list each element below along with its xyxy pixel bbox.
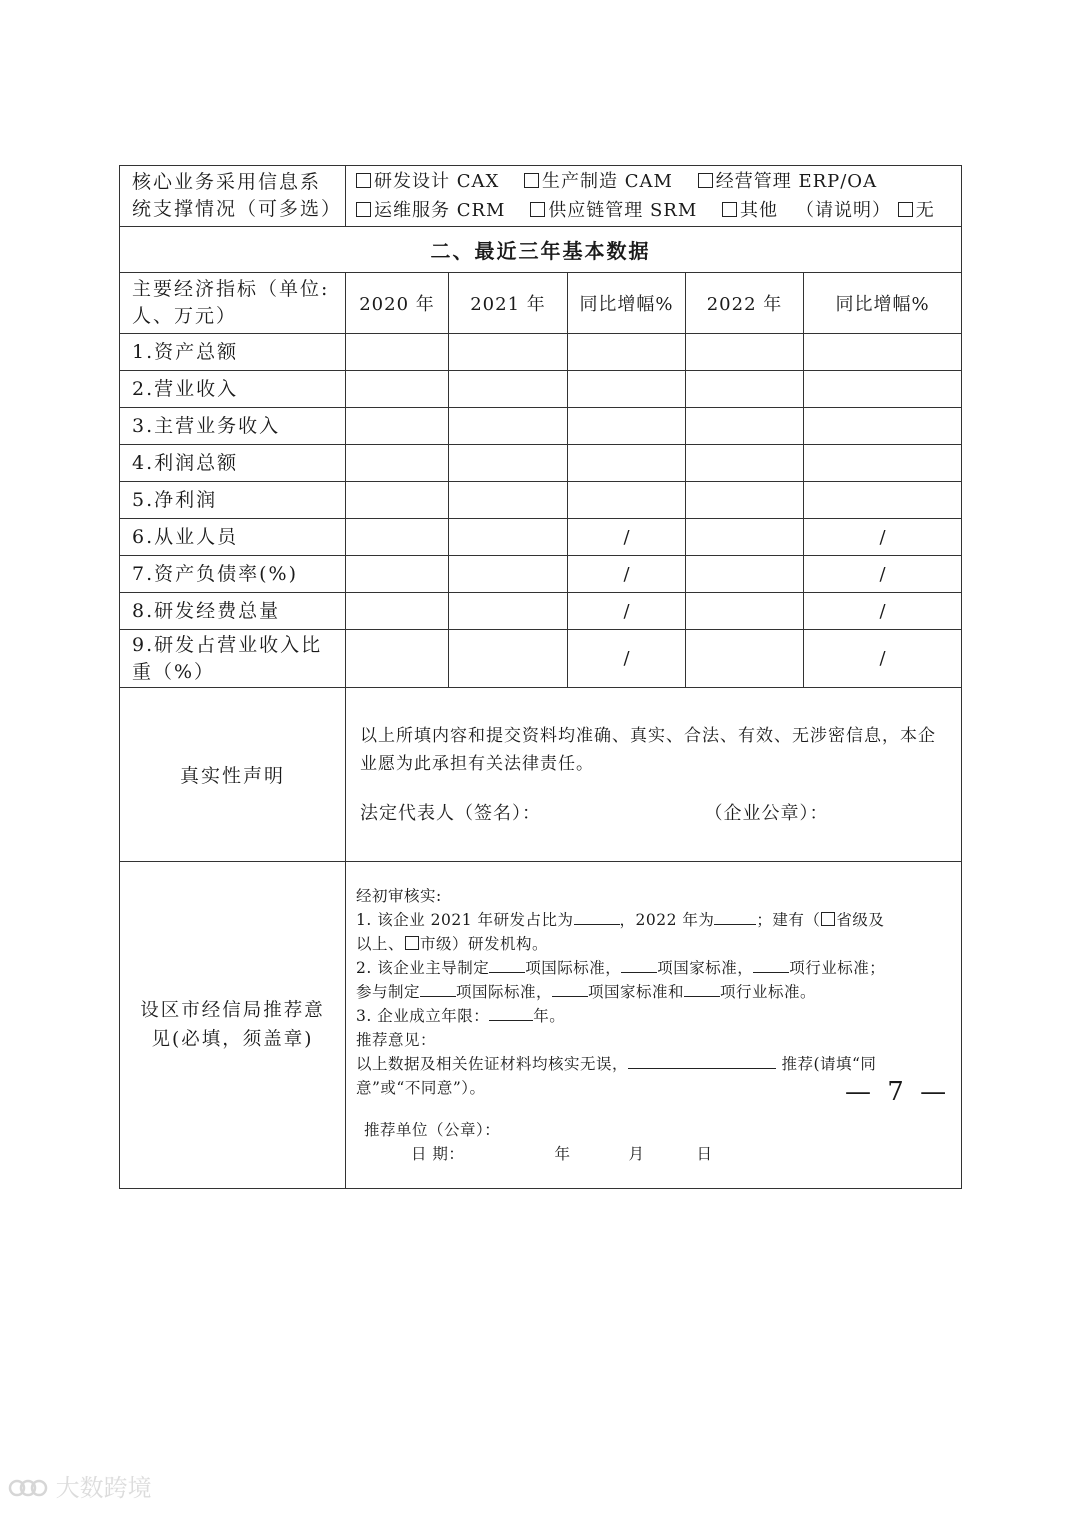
data-cell[interactable]: [346, 556, 449, 593]
data-cell: /: [568, 556, 686, 593]
declaration-label: 真实性声明: [120, 688, 346, 862]
data-cell[interactable]: [686, 519, 804, 556]
data-cell[interactable]: [686, 334, 804, 371]
intl-standard-lead-blank[interactable]: [489, 956, 525, 973]
page-number: — 7 —: [845, 1077, 951, 1107]
application-form-table: [119, 165, 962, 1189]
data-cell[interactable]: [346, 445, 449, 482]
data-cell[interactable]: [449, 593, 568, 630]
data-cell[interactable]: [449, 371, 568, 408]
recommendation-label: 设区市经信局推荐意 见(必填，须盖章): [120, 862, 346, 1189]
checkbox-cam[interactable]: [524, 173, 539, 188]
date-line: 日 期： 年 月 日: [411, 1145, 713, 1163]
opinion-line-cont: 意”或“不同意”）。: [356, 1079, 486, 1097]
industry-standard-part-blank[interactable]: [684, 980, 720, 997]
column-header: 2022 年: [686, 273, 804, 334]
table-row: [120, 408, 962, 445]
option-erp: 经营管理 ERP/OA: [715, 171, 878, 192]
data-cell[interactable]: [346, 593, 449, 630]
data-cell[interactable]: [568, 445, 686, 482]
column-header: 同比增幅%: [568, 273, 686, 334]
data-cell[interactable]: [804, 445, 962, 482]
data-cell[interactable]: [346, 519, 449, 556]
data-cell: /: [568, 519, 686, 556]
option-cax: 研发设计 CAX: [374, 171, 500, 192]
review-title: 经初审核实:: [356, 887, 442, 905]
declaration-row: [120, 688, 962, 862]
watermark: [8, 1468, 152, 1503]
table-row: [120, 593, 962, 630]
indicator-header: 主要经济指标（单位: 人、万元）: [120, 273, 346, 334]
watermark-text: 大数跨境: [55, 1474, 152, 1502]
data-cell[interactable]: [449, 482, 568, 519]
national-standard-lead-blank[interactable]: [621, 956, 657, 973]
recommendation-row: [120, 862, 962, 1189]
data-cell[interactable]: [568, 482, 686, 519]
data-cell[interactable]: [804, 408, 962, 445]
data-cell[interactable]: [449, 445, 568, 482]
data-cell[interactable]: [449, 630, 568, 688]
review-item-1-cont: 以上、 市级）研发机构。: [356, 935, 549, 953]
checkbox-municipal[interactable]: [405, 936, 419, 950]
data-cell[interactable]: [804, 334, 962, 371]
data-cell[interactable]: [686, 371, 804, 408]
recommending-unit[interactable]: 推荐单位（公章）：: [364, 1121, 501, 1139]
data-cell: /: [804, 556, 962, 593]
row-label: 9.研发占营业收入比 重（%）: [120, 630, 346, 688]
data-cell: /: [804, 630, 962, 688]
data-cell[interactable]: [804, 482, 962, 519]
table-row: [120, 556, 962, 593]
opinion-line: 以上数据及相关佐证材料均核实无误， 推荐(请填“同: [356, 1052, 951, 1076]
system-options-line-2: [356, 196, 961, 225]
row-label: 8.研发经费总量: [120, 593, 346, 630]
data-cell[interactable]: [568, 371, 686, 408]
section-title-row: [120, 227, 962, 273]
declaration-text: 以上所填内容和提交资料均准确、真实、合法、有效、无涉密信息，本企业愿为此承担有关法律责任。: [360, 725, 936, 774]
rd-ratio-2021-blank[interactable]: [574, 908, 620, 925]
table-row: [120, 519, 962, 556]
row-label: 5.净利润: [120, 482, 346, 519]
company-seal[interactable]: （企业公章）：: [704, 802, 829, 824]
data-cell[interactable]: [449, 519, 568, 556]
data-cell[interactable]: [568, 334, 686, 371]
legal-rep-signature[interactable]: 法定代表人（签名）：: [360, 802, 541, 824]
option-srm: 供应链管理 SRM: [548, 200, 698, 221]
data-cell: /: [568, 593, 686, 630]
row-label: 6.从业人员: [120, 519, 346, 556]
rd-ratio-2022-blank[interactable]: [714, 908, 756, 925]
checkbox-cax[interactable]: [356, 173, 371, 188]
data-cell[interactable]: [686, 445, 804, 482]
option-cam: 生产制造 CAM: [542, 171, 673, 192]
checkbox-none[interactable]: [898, 202, 913, 217]
declaration-content: [346, 688, 962, 862]
review-item-1: 1. 该企业 2021 年研发占比为 ，2022 年为 ；建有（ 省级及: [356, 908, 951, 932]
data-cell[interactable]: [686, 408, 804, 445]
data-cell[interactable]: [686, 630, 804, 688]
row-label: 4.利润总额: [120, 445, 346, 482]
signature-line: [360, 800, 947, 828]
data-cell[interactable]: [804, 371, 962, 408]
opinion-title: 推荐意见：: [356, 1031, 437, 1049]
review-item-2-cont: 参与制定 项国际标准， 项国家标准和 项行业标准。: [356, 980, 951, 1004]
option-none: 无: [915, 200, 935, 221]
system-support-options: [346, 166, 962, 227]
table-row: [120, 445, 962, 482]
checkbox-crm[interactable]: [356, 202, 371, 217]
column-header: 2020 年: [346, 273, 449, 334]
table-row: [120, 371, 962, 408]
data-cell[interactable]: [449, 408, 568, 445]
industry-standard-lead-blank[interactable]: [753, 956, 789, 973]
review-item-3: 3. 企业成立年限： 年。: [356, 1004, 951, 1028]
intl-standard-part-blank[interactable]: [420, 980, 456, 997]
table-row: [120, 334, 962, 371]
data-cell[interactable]: [686, 593, 804, 630]
national-standard-part-blank[interactable]: [552, 980, 588, 997]
row-label: 7.资产负债率(%): [120, 556, 346, 593]
checkbox-provincial[interactable]: [821, 912, 835, 926]
system-support-row: [120, 166, 962, 227]
table-row: [120, 482, 962, 519]
column-header: 2021 年: [449, 273, 568, 334]
data-cell: /: [568, 630, 686, 688]
option-other-note: （请说明）: [796, 200, 891, 221]
system-options-line-1: [356, 167, 961, 196]
data-cell[interactable]: [346, 334, 449, 371]
column-header: 同比增幅%: [804, 273, 962, 334]
data-cell[interactable]: [346, 408, 449, 445]
review-item-2: 2. 该企业主导制定 项国际标准， 项国家标准， 项行业标准；: [356, 956, 951, 980]
option-other: 其他: [740, 200, 778, 221]
table-header-row: [120, 273, 962, 334]
checkbox-other[interactable]: [722, 202, 737, 217]
data-cell[interactable]: [568, 408, 686, 445]
checkbox-srm[interactable]: [530, 202, 545, 217]
data-cell: /: [804, 519, 962, 556]
data-cell[interactable]: [346, 482, 449, 519]
watermark-logo-icon: [8, 1477, 48, 1499]
recommendation-content: [346, 862, 962, 1189]
checkbox-erp[interactable]: [698, 173, 713, 188]
section-title: 二、最近三年基本数据: [120, 227, 962, 273]
years-established-blank[interactable]: [489, 1004, 533, 1021]
data-cell[interactable]: [346, 630, 449, 688]
data-cell[interactable]: [686, 556, 804, 593]
data-cell[interactable]: [686, 482, 804, 519]
opinion-blank[interactable]: [628, 1052, 776, 1069]
data-cell[interactable]: [449, 334, 568, 371]
system-support-label: 核心业务采用信息系 统支撑情况（可多选）: [120, 166, 346, 227]
row-label: 2.营业收入: [120, 371, 346, 408]
table-row: [120, 630, 962, 688]
data-cell[interactable]: [449, 556, 568, 593]
data-cell: /: [804, 593, 962, 630]
row-label: 1.资产总额: [120, 334, 346, 371]
option-crm: 运维服务 CRM: [374, 200, 506, 221]
data-cell[interactable]: [346, 371, 449, 408]
row-label: 3.主营业务收入: [120, 408, 346, 445]
